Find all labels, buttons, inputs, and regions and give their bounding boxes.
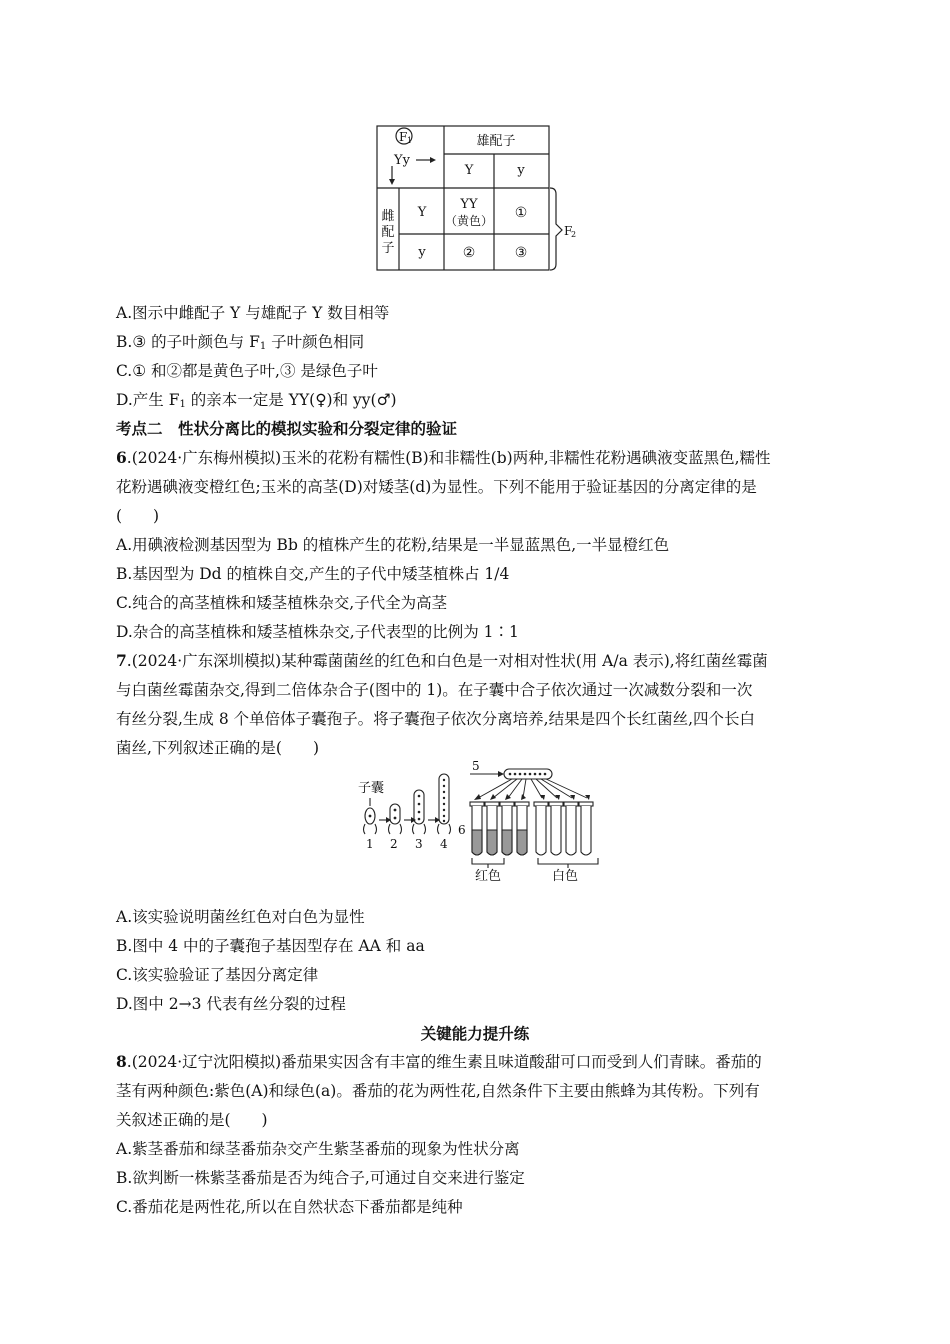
q5-option-a: A.图示中雌配子 Y 与雄配子 Y 数目相等: [116, 304, 390, 322]
male-gamete-header: 雄配子: [476, 134, 516, 149]
q5-option-b: B.③ 的子叶颜色与 $F_1$ 子叶颜色相同: [116, 333, 365, 352]
stage-1-label: 1: [366, 837, 374, 851]
q8-stem-line1: 8.(2024·辽宁沈阳模拟)番茄果实因含有丰富的维生素且味道酸甜可口而受到人们青睐。番茄的: [116, 1052, 762, 1071]
q6-option-b: B.基因型为 Dd 的植株自交,产生的子代中矮茎植株占 1/4: [116, 565, 510, 583]
cell-YY: YY: [460, 197, 478, 212]
cell-YY-note: （黄色）: [444, 214, 494, 228]
q7-stem-line4: 菌丝,下列叙述正确的是( ): [116, 739, 320, 757]
white-group-label: 白色: [551, 869, 579, 884]
f1-label: F: [399, 130, 408, 144]
q7-option-a: A.该实验说明菌丝红色对白色为显性: [116, 908, 365, 926]
stage-3-label: 3: [415, 837, 423, 851]
q6-stem-line2: 花粉遇碘液变橙红色;玉米的高茎(D)对矮茎(d)为显性。下列不能用于验证基因的分离定律的是: [116, 478, 757, 496]
q7-stem-line2: 与白菌丝霉菌杂交,得到二倍体杂合子(图中的 1)。在子囊中合子依次通过一次减数分裂和一次: [116, 681, 753, 699]
col-header-Y: Y: [464, 163, 474, 178]
q7-stem-line1: 7.(2024·广东深圳模拟)某种霉菌菌丝的红色和白色是一对相对性状(用 A/a 表示),将红菌丝霉菌: [116, 651, 768, 670]
q6-option-c: C.纯合的高茎植株和矮茎植株杂交,子代全为高茎: [116, 594, 448, 612]
q5-option-c: C.① 和②都是黄色子叶,③ 是绿色子叶: [116, 362, 378, 380]
col-header-y: y: [517, 163, 525, 178]
f1-sub: 1: [407, 136, 413, 145]
female-gamete-char-2: 配: [381, 225, 395, 240]
row-header-y: y: [418, 245, 426, 260]
f2-label: F: [564, 224, 573, 238]
q6-option-a: A.用碘液检测基因型为 Bb 的植株产生的花粉,结果是一半显蓝黑色,一半显橙红色: [116, 536, 670, 554]
f2-sub: 2: [571, 230, 577, 239]
stage-4-label: 4: [440, 837, 448, 851]
q5-option-d: D.产生 $F_1$ 的亲本一定是 YY(♀)和 yy(♂): [116, 391, 397, 410]
q7-stem-line3: 有丝分裂,生成 8 个单倍体子囊孢子。将子囊孢子依次分离培养,结果是四个长红菌丝,四个长白: [116, 710, 755, 728]
punnett-figure: [370, 122, 590, 276]
red-group-label: 红色: [474, 869, 502, 884]
female-gamete-char-1: 雌: [381, 209, 395, 224]
section-heading-3: 关键能力提升练: [420, 1024, 530, 1043]
q8-stem-line2: 茎有两种颜色:紫色(A)和绿色(a)。番茄的花为两性花,自然条件下主要由熊蜂为其传粉。下列有: [116, 1082, 760, 1100]
section-heading-2: 考点二 性状分离比的模拟实验和分裂定律的验证: [116, 419, 458, 438]
q8-option-c: C.番茄花是两性花,所以在自然状态下番茄都是纯种: [116, 1198, 463, 1216]
q6-stem-line1: 6.(2024·广东梅州模拟)玉米的花粉有糯性(B)和非糯性(b)两种,非糯性花粉遇碘液变蓝黑色,糯性: [116, 448, 771, 467]
cell-1: ①: [514, 205, 528, 221]
q8-option-b: B.欲判断一株紫茎番茄是否为纯合子,可通过自交来进行鉴定: [116, 1169, 525, 1187]
q7-option-c: C.该实验验证了基因分离定律: [116, 966, 319, 984]
cell-2: ②: [462, 245, 476, 261]
stage-6-label: 6: [458, 823, 466, 837]
q6-option-d: D.杂合的高茎植株和矮茎植株杂交,子代表型的比例为 1∶1: [116, 623, 519, 641]
cell-3: ③: [514, 245, 528, 261]
row-header-Y: Y: [417, 205, 427, 220]
q6-stem-line3: ( ): [116, 507, 160, 525]
stage-5-label: 5: [472, 759, 480, 773]
ascus-figure: [352, 758, 602, 884]
q8-option-a: A.紫茎番茄和绿茎番茄杂交产生紫茎番茄的现象为性状分离: [116, 1140, 520, 1158]
q7-option-b: B.图中 4 中的子囊孢子基因型存在 AA 和 aa: [116, 937, 425, 955]
female-gamete-char-3: 子: [381, 241, 395, 256]
q8-stem-line3: 关叙述正确的是( ): [116, 1111, 268, 1129]
genotype-label: Yy: [394, 153, 410, 168]
q7-option-d: D.图中 2→3 代表有丝分裂的过程: [116, 995, 346, 1013]
stage-2-label: 2: [390, 837, 398, 851]
ascus-label: 子囊: [358, 781, 385, 796]
